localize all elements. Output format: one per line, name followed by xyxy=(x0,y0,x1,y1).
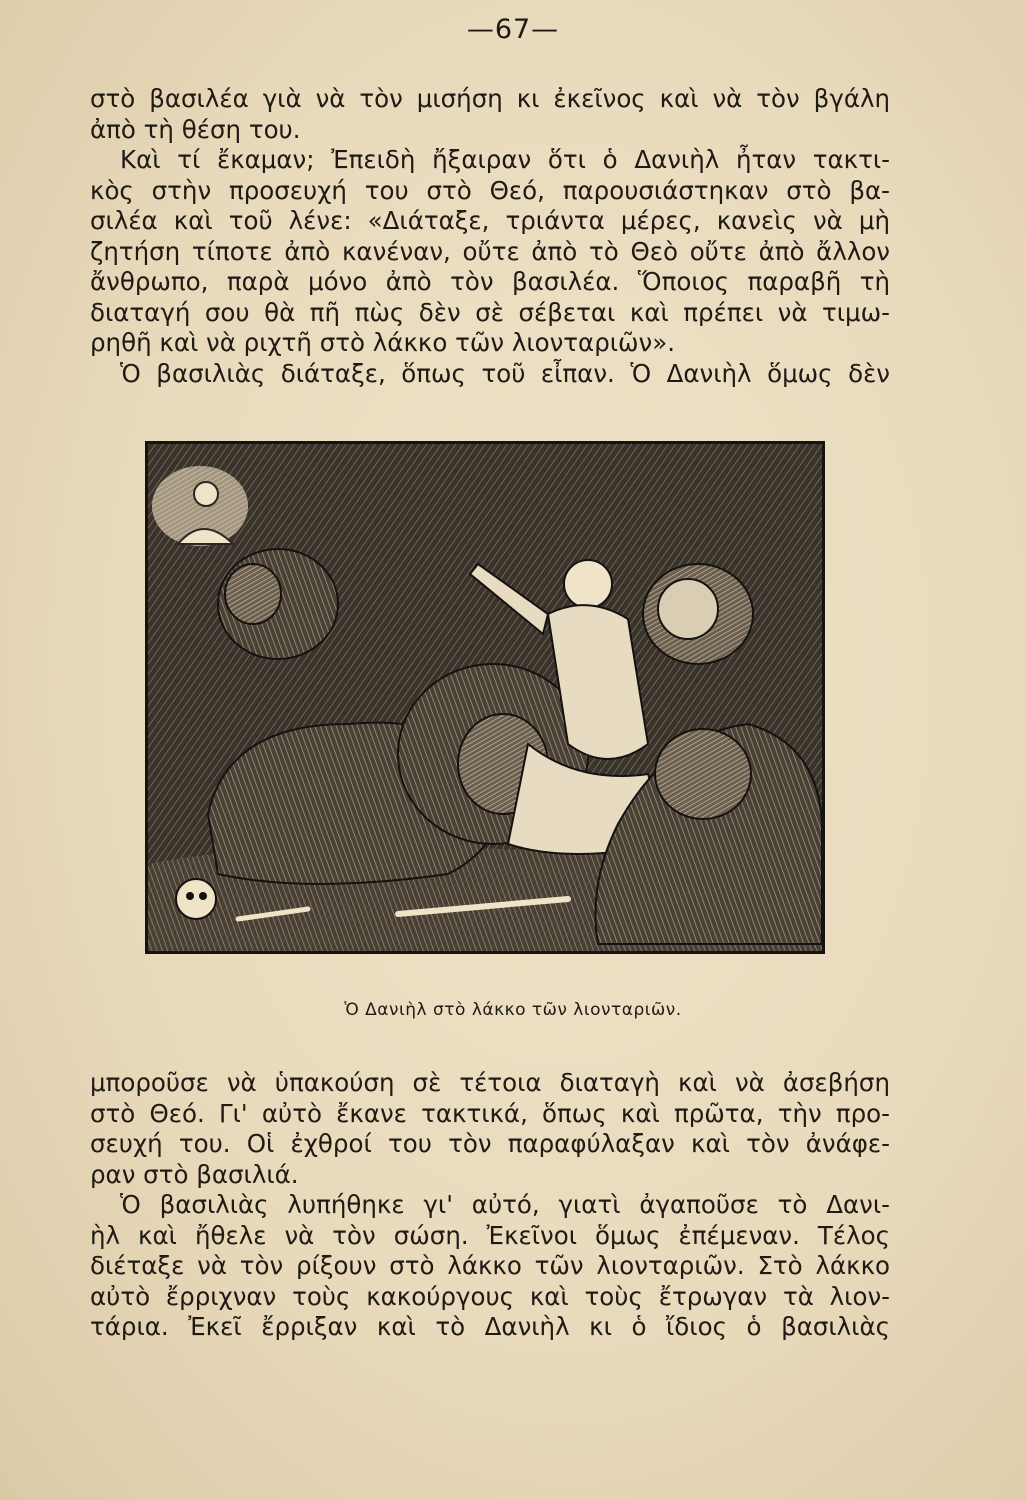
text-line: σευχή του. Οἱ ἐχθροί του τὸν παραφύλαξαν καὶ τὸν ἀνάφε- xyxy=(90,1129,890,1158)
text-line: κὸς στὴν προσευχή του στὸ Θεό, παρουσιάστηκαν στὸ βα- xyxy=(90,175,890,205)
text-line: Ὁ βασιλιὰς διάταξε, ὅπως τοῦ εἶπαν. Ὁ Δανιὴλ ὅμως δὲν xyxy=(120,358,890,388)
page-number: —67— xyxy=(466,14,560,45)
text-line: ραν στὸ βασιλιά. xyxy=(90,1159,299,1189)
illustration-daniel-in-lions-den xyxy=(145,441,825,954)
text-line: ἄνθρωπο, παρὰ μόνο ἀπὸ τὸν βασιλέα. Ὅποιος παραβῆ τὴ xyxy=(90,267,890,296)
text-line: μποροῦσε νὰ ὑπακούση σὲ τέτοια διαταγὴ καὶ νὰ ἀσεβήση xyxy=(90,1068,890,1097)
text-line: ζητήση τίποτε ἀπὸ κανέναν, οὔτε ἀπὸ τὸ Θεὸ οὔτε ἀπὸ ἄλλον xyxy=(90,236,890,266)
text-line: ρηθῆ καὶ νὰ ριχτῆ στὸ λάκκο τῶν λιονταριῶν». xyxy=(90,328,676,357)
figure-caption: Ὁ Δανιὴλ στὸ λάκκο τῶν λιονταριῶν. xyxy=(344,1000,682,1020)
text-line: ὴλ καὶ ἤθελε νὰ τὸν σώση. Ἐκεῖνοι ὅμως ἐπέμεναν. Τέλος xyxy=(90,1220,890,1250)
text-line: διαταγή σου θὰ πῆ πὼς δὲν σὲ σέβεται καὶ πρέπει νὰ τιμω- xyxy=(90,297,890,327)
text-line: στὸ Θεό. Γι' αὐτὸ ἔκανε τακτικά, ὅπως καὶ πρῶτα, τὴν προ- xyxy=(90,1098,890,1128)
text-line: τάρια. Ἐκεῖ ἔρριξαν καὶ τὸ Δανιὴλ κι ὁ ἴδιος ὁ βασιλιὰς xyxy=(90,1312,890,1341)
text-line: διέταξε νὰ τὸν ρίξουν στὸ λάκκο τῶν λιονταριῶν. Στὸ λάκκο xyxy=(90,1251,890,1280)
text-line: στὸ βασιλέα γιὰ νὰ τὸν μισήση κι ἐκεῖνος καὶ νὰ τὸν βγάλη xyxy=(90,84,890,113)
engraving-image xyxy=(148,444,822,951)
text-line: Ὁ βασιλιὰς λυπήθηκε γι' αὐτό, γιατὶ ἀγαποῦσε τὸ Δανι- xyxy=(120,1190,890,1219)
text-line: σιλέα καὶ τοῦ λένε: «Διάταξε, τριάντα μέρες, κανεὶς νὰ μὴ xyxy=(90,206,890,235)
text-line: αὐτὸ ἔρριχναν τοὺς κακούργους καὶ τοὺς ἔτρωγαν τὰ λιον- xyxy=(90,1281,890,1311)
top-text-block xyxy=(90,84,890,389)
text-line: ἀπὸ τὴ θέση του. xyxy=(90,114,301,144)
text-line: Καὶ τί ἔκαμαν; Ἐπειδὴ ἤξαιραν ὅτι ὁ Δανιὴλ ἦταν τακτι- xyxy=(120,145,890,174)
bottom-text-block xyxy=(90,1068,890,1343)
